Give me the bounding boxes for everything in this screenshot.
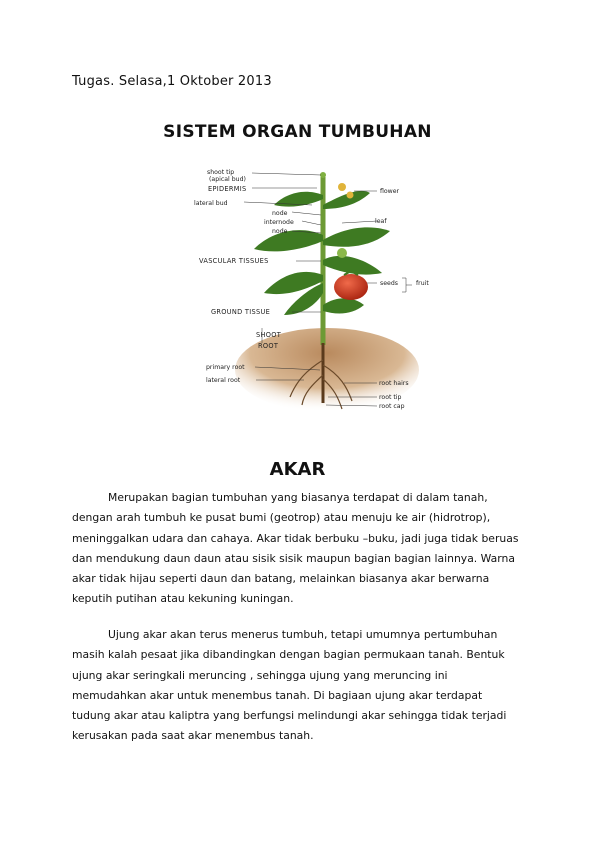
label-seeds: seeds <box>380 280 398 287</box>
label-internode: internode <box>264 219 294 226</box>
label-vascular-tissues: VASCULAR TISSUES <box>199 257 269 265</box>
label-node-1: node <box>272 210 288 217</box>
plant-diagram-figure <box>192 165 458 417</box>
tomato-fruit <box>334 274 368 300</box>
label-apical-bud: (apical bud) <box>209 176 246 183</box>
date-line: Tugas. Selasa,1 Oktober 2013 <box>72 74 272 89</box>
plant-diagram <box>192 165 458 417</box>
label-ground-tissue: GROUND TISSUE <box>211 308 271 316</box>
label-root: ROOT <box>258 342 279 350</box>
label-epidermis: EPIDERMIS <box>208 185 247 193</box>
paragraph-2: Ujung akar akan terus menerus tumbuh, tetapi umumnya pertumbuhan masih kalah pesaat jika dibandingkan dengan bagian permukaan tanah. Bentuk ujung akar seringkali meruncing , sehingga ujung yang meruncing ini memudahkan akar untuk menembus tanah. Di bagiaan ujung akar terdapat tudung akar atau kaliptra yang berfungsi melindungi akar sehingga tidak terjadi kerusakan pada saat akar menembus tanah. <box>72 628 507 743</box>
fruit-bracket <box>402 278 412 292</box>
label-lateral-root: lateral root <box>206 377 241 384</box>
label-root-tip: root tip <box>379 394 402 401</box>
label-primary-root: primary root <box>206 364 245 371</box>
label-shoot: SHOOT <box>256 331 282 339</box>
label-root-cap: root cap <box>379 403 405 410</box>
document-title: SISTEM ORGAN TUMBUHAN <box>163 122 432 142</box>
flower-bud <box>347 192 354 199</box>
section-heading-akar: AKAR <box>269 459 326 480</box>
label-fruit: fruit <box>416 280 429 287</box>
label-root-hairs: root hairs <box>379 380 409 387</box>
flower-bud <box>338 183 346 191</box>
paragraph-1: Merupakan bagian tumbuhan yang biasanya terdapat di dalam tanah, dengan arah tumbuh ke pusat bumi (geotrop) atau menuju ke air (hidrotrop), meninggalkan udara dan cahaya. Akar tidak berbuku –buku, jadi juga tidak beruas dan mendukung daun daun atau sisik sisik maupun bagian bagian lainnya. Warna akar tidak hijau seperti daun dan batang, melainkan biasanya akar berwarna keputih putihan atau kekuning kuningan. <box>72 491 519 606</box>
label-shoot-tip: shoot tip <box>207 169 235 176</box>
label-node-2: node <box>272 228 288 235</box>
label-leaf: leaf <box>375 218 387 225</box>
label-lateral-bud: lateral bud <box>194 200 228 207</box>
small-fruit <box>337 248 347 258</box>
label-flower: flower <box>380 188 400 195</box>
